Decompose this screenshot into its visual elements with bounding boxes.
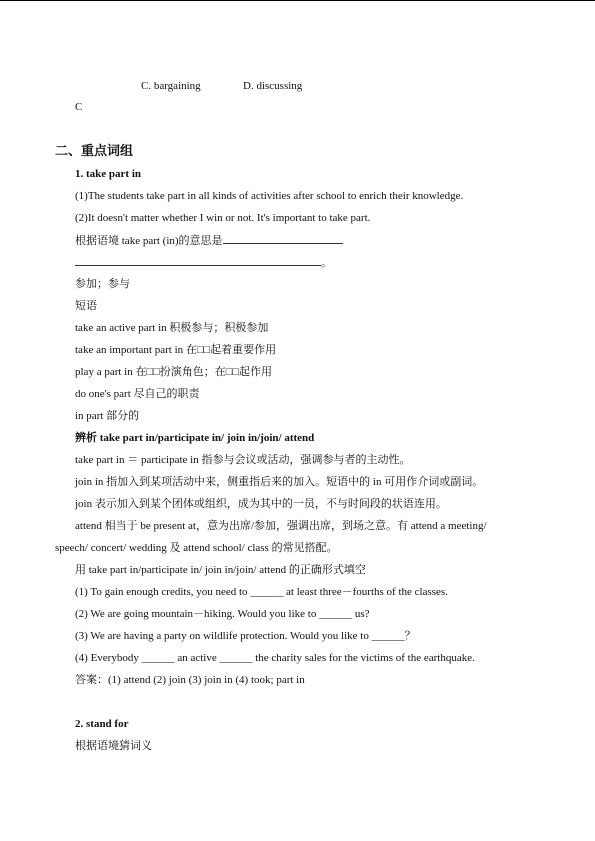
analysis-line: join in 指加入到某项活动中来，侧重指后来的加入。短语中的 in 可用作介词或副词。 xyxy=(75,476,484,488)
option-d: D. discussing xyxy=(243,80,303,92)
analysis-line: speech/ concert/ wedding 及 attend school/ class 的常见搭配。 xyxy=(55,542,338,554)
item1-prompt-end: 。 xyxy=(321,257,332,269)
item1-prompt-row-2 xyxy=(75,255,332,270)
phrase-item: do one's part 尽自己的职责 xyxy=(75,388,200,400)
exercise-item: (4) Everybody ______ an active ______ the charity sales for the victims of the earthquake. xyxy=(75,652,475,664)
analysis-line: take part in ＝ participate in 指参与会议或活动，强调参与者的主动性。 xyxy=(75,454,411,466)
item1-phrases-label: 短语 xyxy=(75,300,97,312)
item1-title: 1. take part in xyxy=(75,168,141,180)
answer-blank-1[interactable] xyxy=(223,233,343,244)
analysis-title: 辨析 take part in/participate in/ join in/join/ attend xyxy=(75,432,315,444)
exercise-item: (3) We are having a party on wildlife protection. Would you like to ______？ xyxy=(75,630,416,642)
item1-example-1: (1)The students take part in all kinds of activities after school to enrich their knowledge. xyxy=(75,190,464,202)
analysis-line: join 表示加入到某个团体或组织，成为其中的一员，不与时间段的状语连用。 xyxy=(75,498,447,510)
item1-prompt: 根据语境 take part (in)的意思是 xyxy=(75,235,223,247)
page-top-border xyxy=(0,0,595,1)
item2-prompt: 根据语境猜词义 xyxy=(75,740,152,752)
exercise-intro: 用 take part in/participate in/ join in/join/ attend 的正确形式填空 xyxy=(75,564,366,576)
analysis-line: attend 相当于 be present at，意为出席/参加，强调出席，到场之意。有 attend a meeting/ xyxy=(75,520,487,532)
answer-blank-2[interactable] xyxy=(75,255,321,266)
phrase-item: in part 部分的 xyxy=(75,410,140,422)
exercise-item: (1) To gain enough credits, you need to ______ at least three－fourths of the classes. xyxy=(75,586,448,598)
phrase-item: take an active part in 积极参与；积极参加 xyxy=(75,322,269,334)
option-c: C. bargaining xyxy=(141,80,201,92)
item1-meaning: 参加；参与 xyxy=(75,278,130,290)
exercise-item: (2) We are going mountain－hiking. Would you like to ______ us? xyxy=(75,608,370,620)
exercise-answers: 答案：(1) attend (2) join (3) join in (4) took; part in xyxy=(75,674,305,686)
item1-example-2: (2)It doesn't matter whether I win or not. It's important to take part. xyxy=(75,212,371,224)
phrase-item: take an important part in 在□□起着重要作用 xyxy=(75,344,277,356)
previous-answer: C xyxy=(75,101,83,113)
phrase-item: play a part in 在□□扮演角色；在□□起作用 xyxy=(75,366,273,378)
item2-title: 2. stand for xyxy=(75,718,129,730)
section-heading: 二、重点词组 xyxy=(55,143,134,158)
item1-prompt-row xyxy=(75,233,343,248)
